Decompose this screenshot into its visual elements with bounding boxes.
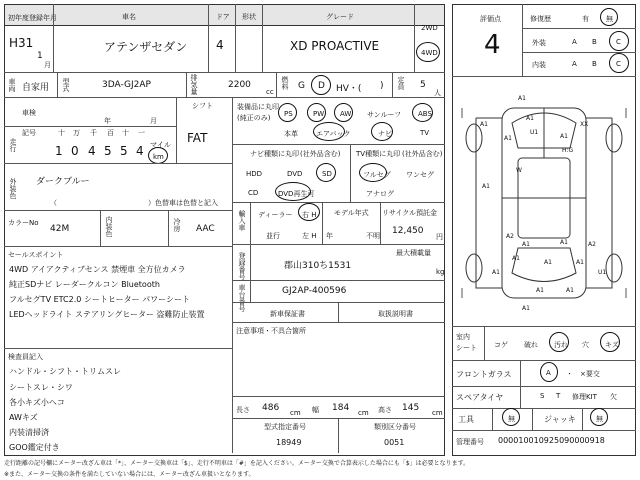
- inspection-year: 年: [104, 117, 111, 125]
- interior-a: A: [572, 60, 577, 68]
- interior-dirt-circle: [549, 332, 569, 352]
- mileage-unit-5: 一: [138, 129, 145, 137]
- shift-label: シフト: [192, 102, 213, 110]
- mileage-code-label: 記号: [22, 129, 36, 137]
- tools-label: 工具: [458, 415, 474, 424]
- navi-dvd-playable: DVD再生可: [278, 190, 315, 198]
- damage-mark: A1: [566, 287, 574, 294]
- damage-mark: A1: [536, 287, 544, 294]
- damage-mark: A1: [512, 255, 520, 262]
- doors-value: 4: [216, 38, 224, 52]
- mileage-unit-0: 十: [58, 129, 65, 137]
- interior-scratch: キズ: [605, 341, 619, 349]
- interior-scratch-circle: [600, 332, 620, 352]
- glass-label: フロントガラス: [456, 370, 512, 379]
- fuel-d: D: [318, 81, 325, 91]
- mileage-unit-2: 千: [90, 129, 97, 137]
- exterior-c: C: [616, 38, 621, 46]
- inspector-line-4: AWキズ: [9, 413, 38, 422]
- import-label: 輸入車: [238, 210, 246, 231]
- damage-mark: U1: [530, 129, 539, 136]
- fuel-label: 燃料: [281, 76, 289, 90]
- manual-label: 取扱説明書: [378, 310, 413, 318]
- color-note: ）色替車は色替と記入: [148, 199, 218, 207]
- spec-number-value: 18949: [276, 438, 302, 447]
- exterior-a: A: [572, 38, 577, 46]
- mileage-digit-5: 4: [136, 144, 144, 158]
- equipment-navi: ナビ: [378, 130, 392, 138]
- length-unit: cm: [290, 409, 301, 417]
- damage-mark: A1: [560, 239, 568, 246]
- damage-mark: A1: [482, 183, 490, 190]
- usage-value: 自家用: [22, 83, 50, 93]
- spare-none: 欠: [610, 393, 617, 401]
- length-value: 486: [262, 403, 280, 413]
- navi-dvd-playable-circle: [275, 182, 311, 201]
- mileage-digit-4: 5: [120, 144, 128, 158]
- interior-c-circle: [609, 53, 629, 73]
- car-name: アテンザセダン: [104, 40, 188, 54]
- tv-fullseg: フルセグ: [363, 171, 391, 179]
- color-value: ダークブルー: [36, 177, 90, 187]
- mileage-label: 走行: [9, 138, 17, 152]
- chassis-label: 車台番号: [238, 284, 246, 312]
- equipment-aw: AW: [340, 110, 352, 118]
- import-right-hand: 右 H: [302, 211, 317, 219]
- width-unit: cm: [358, 409, 369, 417]
- equipment-pw-circle: [307, 103, 326, 122]
- mgmt-label: 管理番号: [456, 438, 484, 446]
- fuel-hv-close: ): [380, 81, 384, 91]
- damage-mark: U1: [598, 269, 607, 276]
- inspector-line-6: GOO鑑定付き: [9, 443, 60, 452]
- tools-none-circle: [502, 408, 520, 426]
- first-reg-month-unit: 月: [44, 61, 51, 69]
- import-right-hand-circle: [298, 203, 320, 221]
- import-parallel: 並行: [266, 232, 280, 240]
- mileage-digit-0: 1: [55, 144, 63, 158]
- spare-t: T: [556, 392, 561, 400]
- damage-mark: A1: [518, 95, 526, 102]
- class-number-value: 0051: [384, 438, 405, 447]
- fuel-d-circle: [311, 75, 331, 95]
- mileage-km-circle: [148, 147, 168, 164]
- tv-fullseg-circle: [359, 163, 387, 182]
- equipment-aw-circle: [334, 103, 353, 122]
- equipment-leather: 本革: [284, 130, 298, 138]
- equipment-abs: ABS: [418, 110, 432, 118]
- displacement-value: 2200: [228, 80, 251, 90]
- damage-mark: A1: [480, 121, 488, 128]
- interior-c: C: [616, 60, 621, 68]
- usage-label: 車両: [8, 78, 16, 92]
- grade-value: XD PROACTIVE: [290, 39, 380, 53]
- score-label: 評価点: [480, 15, 501, 23]
- interior-seat-label: 室内 シート: [456, 333, 477, 352]
- color-paren: （: [50, 199, 57, 207]
- type-label: 型式: [62, 78, 70, 92]
- exterior-c-circle: [609, 31, 629, 51]
- height-value: 145: [402, 403, 420, 413]
- exterior-b: B: [592, 38, 597, 46]
- repair-no: 無: [606, 15, 613, 23]
- model-year-unit: 年: [326, 232, 333, 240]
- damage-mark: A2: [588, 241, 596, 248]
- equipment-subtitle: (純正のみ): [237, 114, 271, 122]
- width-label: 幅: [312, 406, 319, 414]
- equipment-ps: PS: [284, 110, 293, 118]
- equipment-tv: TV: [420, 129, 430, 137]
- interior-color-label: 内装色: [105, 216, 113, 237]
- fuel-g: G: [298, 81, 305, 91]
- tv-title: TV種類に丸印: [356, 150, 401, 158]
- damage-mark: W: [516, 167, 522, 174]
- tv-analog: アナログ: [366, 190, 394, 198]
- mileage-digit-1: 0: [71, 144, 79, 158]
- first-reg-label: 初年度登録年月: [8, 14, 57, 22]
- damage-mark: XX: [580, 121, 589, 128]
- navi-sd-circle: [316, 163, 336, 182]
- inspector-label: 検査員記入: [8, 353, 43, 361]
- sales-point-line-3: フルセグTV ETC2.0 シートヒーター パワーシート: [9, 295, 190, 304]
- drive-2wd: 2WD: [421, 24, 438, 32]
- recycle-value: 12,450: [392, 226, 424, 236]
- capacity-value: 5: [420, 80, 426, 90]
- glass-a: A: [546, 369, 551, 377]
- inspector-line-5: 内装清掃済: [9, 428, 49, 437]
- navi-cd: CD: [248, 189, 259, 197]
- import-dealer: ディーラー: [258, 211, 293, 219]
- model-code: 3DA-GJ2AP: [102, 80, 151, 90]
- inspector-line-3: 各小キズ小ヘコ: [9, 398, 65, 407]
- plate-value: 郡山310ち1531: [284, 261, 352, 271]
- navi-sd: SD: [322, 170, 332, 178]
- car-diagram: [452, 78, 636, 324]
- grade-label: グレード: [326, 13, 354, 21]
- inspector-line-1: ハンドル・シフト・トリムスレ: [9, 367, 121, 376]
- height-label: 高さ: [378, 406, 392, 414]
- drive-4wd-circle: [416, 42, 440, 62]
- color-no-label: カラーNo: [8, 219, 39, 227]
- fuel-hv: HV・(: [336, 84, 362, 94]
- import-left-hand: 左 H: [302, 232, 317, 240]
- height-unit: cm: [432, 409, 443, 417]
- inspection-month: 月: [150, 117, 157, 125]
- footer-note-1: 走行距離の記号欄にメーター改ざん車は「*」、メーター交換車は「$」、走行不明車は「#」を記入ください。メーター交換で合算表示した場合にも「$」は必要となります。: [4, 460, 470, 467]
- damage-mark: A1: [526, 115, 534, 122]
- mgmt-value: 000010010925090000918: [498, 436, 605, 445]
- interior-grade-label: 内装: [532, 61, 546, 69]
- ac-value: AAC: [196, 224, 215, 234]
- spare-label: スペアタイヤ: [456, 393, 504, 402]
- inspection-label: 車検: [22, 109, 36, 117]
- capacity-unit: 人: [434, 89, 441, 97]
- equipment-pw: PW: [313, 110, 325, 118]
- equipment-airbag: エアバック: [316, 130, 351, 138]
- displacement-label: 排気量: [190, 74, 198, 95]
- interior-burn: コゲ: [494, 341, 508, 349]
- interior-tear: 破れ: [524, 341, 538, 349]
- color-label: 外装色: [9, 178, 17, 199]
- damage-mark: A1: [544, 259, 552, 266]
- tv-oneseg: ワンセグ: [406, 171, 434, 179]
- exterior-label: 外装: [532, 39, 546, 47]
- tools-none: 無: [508, 415, 515, 423]
- score-value: 4: [484, 30, 501, 60]
- damage-mark: H:G: [562, 147, 574, 154]
- navi-subtitle: (社外品含む): [300, 150, 341, 158]
- interior-b: B: [592, 60, 597, 68]
- mileage-unit-1: 万: [73, 129, 80, 137]
- mileage-unit-3: 百: [107, 129, 114, 137]
- repair-no-circle: [600, 8, 618, 26]
- chassis-value: GJ2AP-400596: [282, 286, 347, 296]
- navi-title: ナビ種類に丸印: [250, 150, 299, 158]
- first-reg-year: H31: [9, 36, 34, 50]
- max-load-label: 最大積載量: [396, 249, 431, 257]
- equipment-sunroof: サンルーフ: [367, 111, 402, 119]
- sales-point-line-2: 純正SDナビ レーダークルコン Bluetooth: [9, 280, 160, 289]
- recycle-unit: 円: [436, 233, 443, 241]
- sales-points-label: セールスポイント: [8, 251, 64, 259]
- tv-subtitle: (社外品含む): [402, 150, 443, 158]
- navi-dvd: DVD: [287, 170, 303, 178]
- damage-mark: A1: [504, 135, 512, 142]
- class-number-label: 類別区分番号: [374, 423, 416, 431]
- repair-history-label: 修復歴: [530, 15, 551, 23]
- glass-dot: ・: [566, 370, 573, 378]
- glass-a-circle: [540, 362, 558, 382]
- shift-value: FAT: [187, 131, 208, 145]
- mileage-digit-3: 5: [104, 144, 112, 158]
- max-load-unit: kg: [436, 268, 445, 276]
- jack-none-circle: [590, 408, 608, 426]
- equipment-abs-circle: [412, 103, 433, 122]
- recycle-label: リサイクル預託金: [382, 209, 438, 217]
- glass-replace: ×要交: [580, 370, 600, 378]
- car-name-label: 車名: [122, 13, 136, 21]
- footer-note-2: ※また、メーター交換の条件を満たしていない場合には、メーター改ざん車扱いとなります。: [4, 471, 255, 478]
- equipment-navi-circle: [371, 122, 393, 141]
- ac-label: 冷房: [173, 218, 181, 232]
- color-no-value: 42M: [50, 224, 70, 234]
- mileage-unit-4: 十: [122, 129, 129, 137]
- interior-hole: 穴: [582, 341, 589, 349]
- sales-point-line-1: 4WD アイアクティブセンス 禁煙車 全方位カメラ: [9, 265, 186, 274]
- damage-mark: A1: [522, 241, 530, 248]
- length-label: 長さ: [236, 406, 250, 414]
- repair-yes: 有: [582, 15, 589, 23]
- damage-mark: A1: [576, 259, 584, 266]
- mileage-mile-label: マイル: [150, 141, 171, 149]
- model-year-label: モデル年式: [334, 209, 369, 217]
- equipment-airbag-circle: [313, 122, 345, 141]
- spec-number-label: 型式指定番号: [264, 423, 306, 431]
- spare-s: S: [540, 392, 545, 400]
- damage-mark: A1: [560, 133, 568, 140]
- damage-mark: A1: [522, 305, 530, 312]
- new-car-warranty-label: 新車保証書: [270, 310, 305, 318]
- navi-hdd: HDD: [246, 170, 263, 178]
- displacement-unit: cc: [266, 88, 274, 96]
- drive-4wd: 4WD: [421, 49, 438, 57]
- first-reg-month: 1: [37, 51, 43, 61]
- sales-point-line-4: LEDヘッドライト ステアリングヒーター 盗難防止装置: [9, 310, 205, 319]
- plate-label: 登録番号: [238, 252, 246, 280]
- mileage-km-label: km: [153, 153, 164, 161]
- inspector-line-2: シートスレ・シワ: [9, 383, 73, 392]
- shape-label: 形状: [242, 13, 256, 21]
- damage-mark: A1: [492, 269, 500, 276]
- spare-kit: 修理KIT: [572, 393, 597, 401]
- capacity-label: 定員: [397, 76, 405, 90]
- jack-none: 無: [596, 415, 603, 423]
- mileage-digit-2: 4: [88, 144, 96, 158]
- interior-dirt: 汚れ: [554, 341, 568, 349]
- equipment-ps-circle: [278, 103, 297, 122]
- notes-label: 注意事項・不具合箇所: [236, 327, 306, 335]
- equipment-title: 装備品に丸印: [237, 103, 279, 111]
- jack-label: ジャッキ: [544, 415, 576, 424]
- damage-mark: A2: [506, 233, 514, 240]
- width-value: 184: [332, 403, 350, 413]
- model-year-unknown: 不明: [366, 232, 380, 240]
- doors-label: ドア: [216, 13, 230, 21]
